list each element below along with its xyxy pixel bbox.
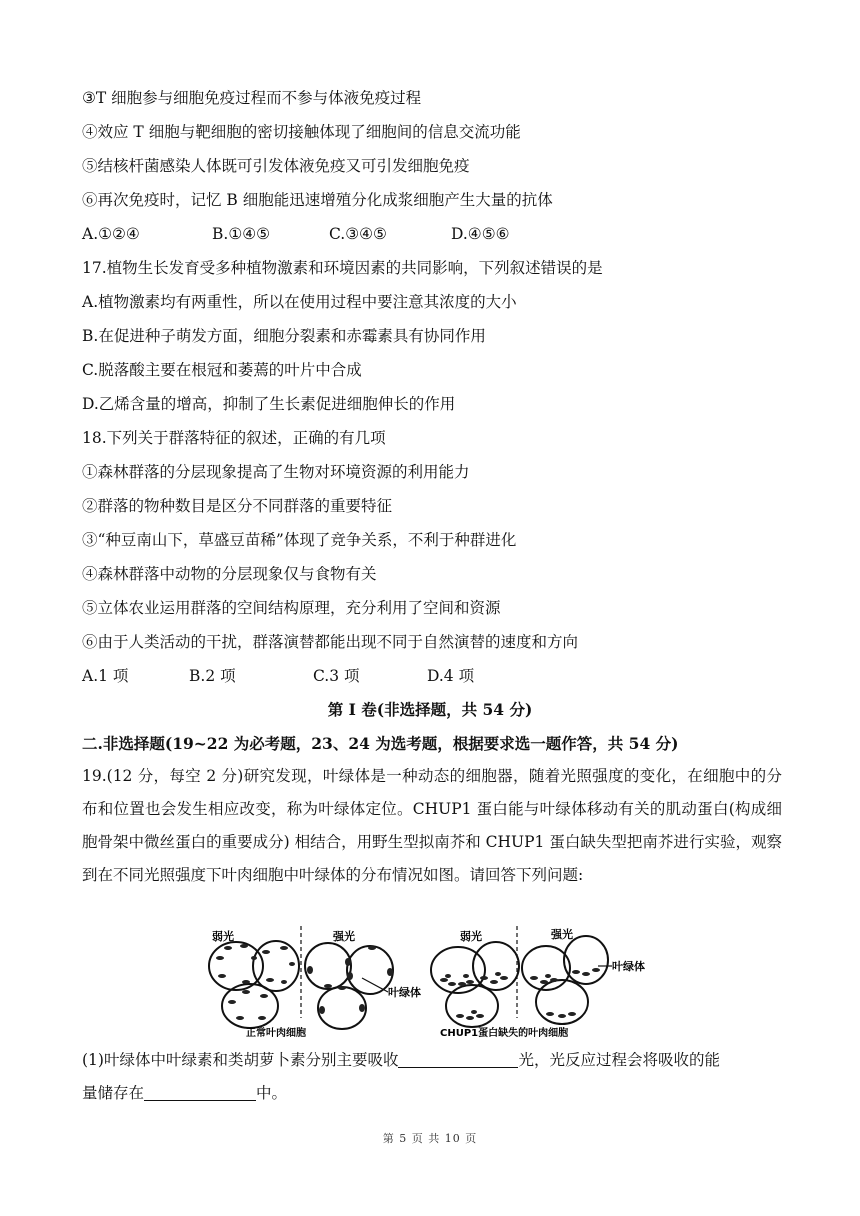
answer-blank-2[interactable] [144, 1084, 256, 1101]
right-weak-label: 弱光 [460, 930, 482, 943]
part2-heading: 二.非选择题(19~22 为必考题，23、24 为选考题，根据要求选一题作答，共 54 分) [82, 734, 679, 753]
q16-option-c[interactable]: C.③④⑤ [329, 225, 387, 243]
q18-option-d[interactable]: D.4 项 [427, 667, 475, 685]
section-title: 第 I 卷(非选择题，共 54 分) [327, 700, 533, 719]
q16-statement-6: ⑥再次免疫时，记忆 B 细胞能迅速增殖分化成浆细胞产生大量的抗体 [82, 191, 553, 209]
q19-part1-line1 [82, 1050, 720, 1070]
q17-stem: 17.植物生长发育受多种植物激素和环境因素的共同影响，下列叙述错误的是 [82, 259, 603, 277]
chup1-cells [431, 936, 608, 1027]
q16-option-b[interactable]: B.①④⑤ [212, 225, 271, 243]
q19-part1-line2 [82, 1083, 287, 1103]
q16-statement-4: ④效应 T 细胞与靶细胞的密切接触体现了细胞间的信息交流功能 [82, 123, 521, 141]
right-chloroplast-label: 叶绿体 [612, 960, 645, 973]
q16-statement-5: ⑤结核杆菌感染人体既可引发体液免疫又可引发细胞免疫 [82, 157, 470, 175]
q18-item-3: ③“种豆南山下，草盛豆苗稀”体现了竞争关系，不利于种群进化 [82, 531, 517, 549]
q18-item-6: ⑥由于人类活动的干扰，群落演替都能出现不同于自然演替的速度和方向 [82, 633, 579, 651]
right-strong-label: 强光 [551, 928, 573, 941]
q19-part1-text-b: 光，光反应过程会将吸收的能 [518, 1051, 720, 1069]
q16-options [82, 224, 510, 244]
page-footer: 第 5 页 共 10 页 [382, 1132, 478, 1145]
left-chloroplast-label: 叶绿体 [388, 986, 421, 999]
q16-statement-3: ③T 细胞参与细胞免疫过程而不参与体液免疫过程 [82, 89, 422, 107]
q19-part1-text-c: 量储存在 [82, 1084, 145, 1102]
q18-item-4: ④森林群落中动物的分层现象仅与食物有关 [82, 565, 377, 583]
q17-option-c[interactable]: C.脱落酸主要在根冠和萎蔫的叶片中合成 [82, 361, 362, 379]
q18-options [82, 666, 474, 686]
q19-part1-text-d: 中。 [256, 1084, 288, 1102]
q18-option-a[interactable]: A.1 项 [82, 667, 129, 685]
q17-option-d[interactable]: D.乙烯含量的增高，抑制了生长素促进细胞伸长的作用 [82, 395, 456, 413]
chup1-chloroplasts [440, 968, 600, 1020]
q19-text: 19.(12 分，每空 2 分)研究发现，叶绿体是一种动态的细胞器，随着光照强度的变化，在细胞中的分布和位置也会发生相应改变，称为叶绿体定位。CHUP1 蛋白能与叶绿体移动有关的肌动蛋白(构成细胞骨架中微丝蛋白的重要成分) 相结合，用野生型拟南芥和 CHUP1 蛋白缺失型把南芥进行实验，观察到在不同光照强度下叶肉细胞中叶绿体的分布情况如图。请回答下列问题: [82, 767, 782, 884]
q16-option-a[interactable]: A.①②④ [82, 225, 140, 243]
q16-option-d[interactable]: D.④⑤⑥ [451, 225, 510, 243]
chloroplast-diagram [200, 918, 670, 1040]
q18-option-c[interactable]: C.3 项 [313, 667, 360, 685]
q18-item-5: ⑤立体农业运用群落的空间结构原理，充分利用了空间和资源 [82, 599, 501, 617]
q18-option-b[interactable]: B.2 项 [189, 667, 236, 685]
q18-stem: 18.下列关于群落特征的叙述，正确的有几项 [82, 429, 386, 447]
left-weak-label: 弱光 [212, 930, 234, 943]
q19-part1-text-a: (1)叶绿体中叶绿素和类胡萝卜素分别主要吸收 [82, 1051, 399, 1069]
q18-item-2: ②群落的物种数目是区分不同群落的重要特征 [82, 497, 393, 515]
left-strong-label: 强光 [333, 930, 355, 943]
q18-item-1: ①森林群落的分层现象提高了生物对环境资源的利用能力 [82, 463, 470, 481]
q17-option-a[interactable]: A.植物激素均有两重性，所以在使用过程中要注意其浓度的大小 [82, 293, 517, 311]
right-caption: CHUP1蛋白缺失的叶肉细胞 [440, 1028, 569, 1039]
left-caption: 正常叶肉细胞 [246, 1028, 306, 1039]
chloroplast-figure [200, 918, 670, 1040]
left-chloroplast-pointer [362, 978, 388, 992]
answer-blank-1[interactable] [398, 1051, 518, 1068]
q17-option-b[interactable]: B.在促进种子萌发方面，细胞分裂素和赤霉素具有协同作用 [82, 327, 486, 345]
